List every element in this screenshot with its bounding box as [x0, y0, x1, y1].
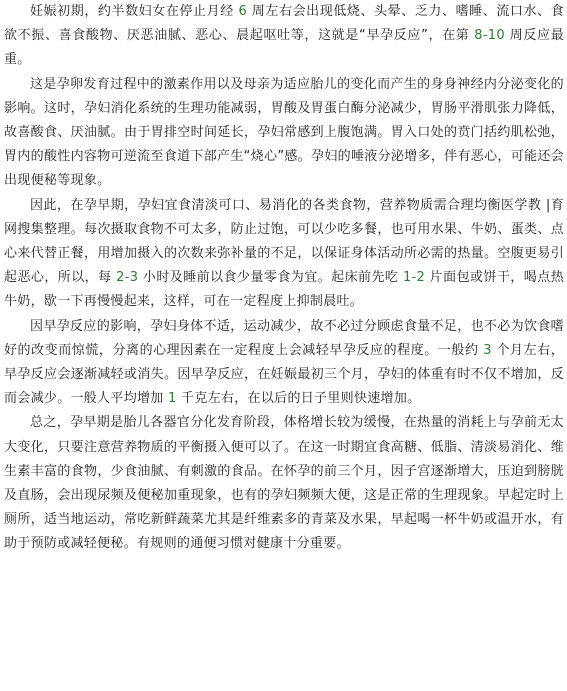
highlighted-number: 6	[238, 4, 248, 19]
text-run: 个月左右，早孕反应会逐渐减轻或消失。因早孕反应，在妊娠最初三个月，孕妇的体重有时不仅不增加，反而会减少。一般人平均增加	[4, 342, 565, 407]
highlighted-number: 1	[168, 391, 177, 407]
text-run: 妊娠初期，约半数妇女在停止月经	[30, 4, 239, 19]
text-run: 片面包或饼干，喝点热牛奶，歇一下再慢慢起来，这样，可在一定程度上抑制晨吐。	[4, 270, 564, 310]
article-body	[4, 0, 564, 557]
paragraph-reaction-duration	[4, 315, 564, 412]
highlighted-number: 2-3	[116, 270, 139, 286]
text-run: 这是孕卵发育过程中的激素作用以及母亲为适应胎儿的变化而产生的身身神经内分泌变化的影响。这时，孕妇消化系统的生理功能减弱，胃酸及胃蛋白酶分泌减少，胃肠平滑肌张力降低，故喜酸食、厌油腻。由于胃排空时间延长，孕妇常感到上腹饱满。胃入口处的贲门括约肌松弛，胃内的酸性内容物可逆流至食道下部产生“烧心”感。孕妇的唾液分泌增多，伴有恶心，可能还会出现便秘等现象。	[4, 76, 564, 189]
text-run: 周左右会出现低烧、头晕、乏力、嗜睡、流口水、食欲不振、喜食酸物、厌恶油腻、恶心、晨起呕吐等，这就是“早孕反应”，在第	[4, 4, 564, 44]
paragraph-hormone-effects	[4, 73, 564, 194]
text-run: 因此，在孕早期，孕妇宜食清淡可口、易消化的各类食物，营养物质需合理均衡医学教 |育网搜集整理。每次摄取食物不可太多，防止过饱，可以少吃多餐，也可用水果、牛奶、蛋类、点心来代替正餐，用增加摄入的次数来弥补量的不足，以保证身体活动所必需的热量。空腹更易引起恶心，所以，每	[4, 197, 564, 286]
text-run: 因早孕反应的影响，孕妇身体不适，运动减少，故不必过分顾虑食量不足，也不必为饮食嗜好的改变而惊慌，分离的心理因素在一定程度上会减轻早孕反应的程度。一般约	[4, 318, 564, 358]
highlighted-number: 8-10	[474, 28, 505, 44]
paragraph-summary	[4, 411, 564, 556]
text-run: 千克左右，在以后的日子里则快速增加。	[176, 391, 421, 407]
highlighted-number: 1-2	[402, 270, 426, 286]
text-run: 周反应最重。	[4, 28, 564, 68]
paragraph-diet-advice	[4, 194, 564, 315]
highlighted-number: 3	[483, 342, 492, 358]
text-run: 总之，孕早期是胎儿各器官分化发育阶段，体格增长较为缓慢，在热量的消耗上与孕前无太大变化，只要注意营养物质的平衡摄入便可以了。在这一时期宜食高糖、低脂、清淡易消化、维生素丰富的食物，少食油腻、有刺激的食品。在怀孕的前三个月，因子宫逐渐增大，压迫到膀胱及直肠，会出现尿频及便秘加重现象，也有的孕妇频频大便，这是正常的生理现象。早起定时上厕所，适当地运动，常吃新鲜蔬菜尤其是纤维素多的青菜及水果，早起喝一杯牛奶或温开水，有助于预防或减轻便秘。有规则的通便习惯对健康十分重要。	[4, 415, 564, 552]
text-run: 小时及睡前以食少量零食为宜。起床前先吃	[138, 270, 403, 286]
paragraph-morning-sickness-intro	[4, 0, 564, 73]
